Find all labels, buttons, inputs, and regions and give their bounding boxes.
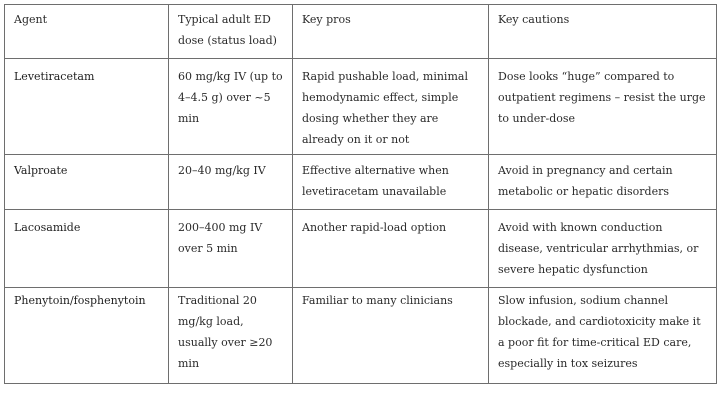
pros-cell: Familiar to many clinicians <box>293 288 489 384</box>
table-row <box>5 210 717 288</box>
cautions-cell: Dose looks “huge” compared to outpatient regimens – resist the urge to under-dose <box>489 59 717 155</box>
agent-cell: Lacosamide <box>5 210 169 288</box>
table-row <box>5 288 717 384</box>
header-dose: Typical adult ED dose (status load) <box>169 5 293 59</box>
header-pros: Key pros <box>293 5 489 59</box>
cautions-cell: Avoid in pregnancy and certain metabolic or hepatic disorders <box>489 155 717 210</box>
header-cautions: Key cautions <box>489 5 717 59</box>
pros-cell: Rapid pushable load, minimal hemodynamic effect, simple dosing whether they are already on it or not <box>293 59 489 155</box>
table-header-row <box>5 5 717 59</box>
antiseizure-agents-table <box>4 4 717 384</box>
table-row <box>5 155 717 210</box>
dose-cell: 60 mg/kg IV (up to 4–4.5 g) over ~5 min <box>169 59 293 155</box>
dose-cell: Traditional 20 mg/kg load, usually over ≥20 min <box>169 288 293 384</box>
cautions-cell: Slow infusion, sodium channel blockade, and cardiotoxicity make it a poor fit for time-critical ED care, especially in tox seizures <box>489 288 717 384</box>
dose-cell: 20–40 mg/kg IV <box>169 155 293 210</box>
agent-cell: Levetiracetam <box>5 59 169 155</box>
header-agent: Agent <box>5 5 169 59</box>
table-row <box>5 59 717 155</box>
agent-cell: Phenytoin/fosphenytoin <box>5 288 169 384</box>
cautions-cell: Avoid with known conduction disease, ventricular arrhythmias, or severe hepatic dysfunction <box>489 210 717 288</box>
dose-cell: 200–400 mg IV over 5 min <box>169 210 293 288</box>
pros-cell: Effective alternative when levetiracetam unavailable <box>293 155 489 210</box>
pros-cell: Another rapid-load option <box>293 210 489 288</box>
agent-cell: Valproate <box>5 155 169 210</box>
